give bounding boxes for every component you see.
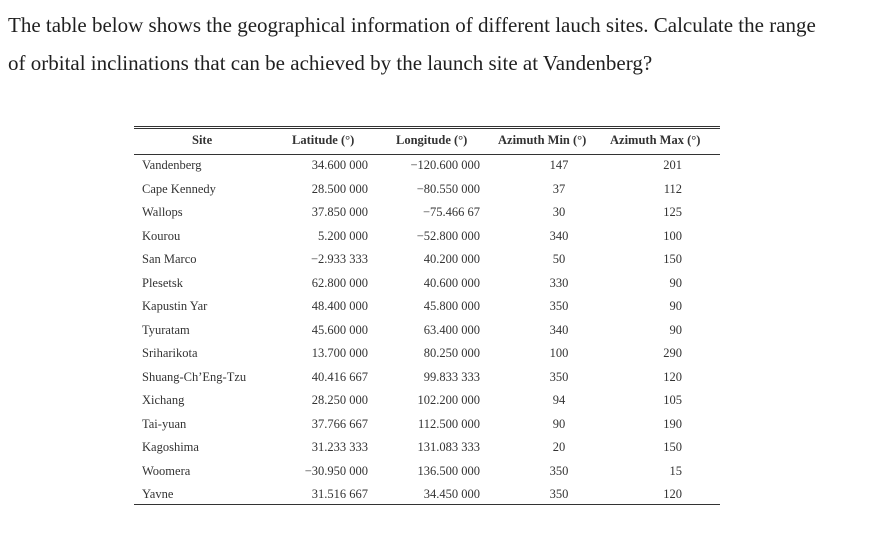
cell-latitude: 5.200 000 — [318, 228, 368, 243]
table-row — [134, 229, 720, 252]
cell-azimuth-min: 350 — [549, 463, 569, 478]
header-azimuth-min: Azimuth Min (°) — [498, 133, 587, 147]
cell-longitude: −75.466 67 — [422, 205, 480, 219]
cell-latitude: 28.500 000 — [311, 181, 368, 196]
table-row — [134, 393, 720, 416]
cell-longitude: 34.450 000 — [423, 487, 480, 501]
cell-azimuth-min: 350 — [549, 299, 569, 313]
cell-azimuth-min: 350 — [549, 487, 569, 501]
cell-site: Plesetsk — [142, 275, 183, 290]
header-latitude: Latitude (°) — [292, 133, 355, 147]
cell-azimuth-max: 290 — [663, 346, 682, 360]
cell-azimuth-max: 190 — [663, 416, 682, 431]
cell-site: Wallops — [142, 205, 183, 219]
cell-azimuth-max: 90 — [669, 322, 682, 337]
cell-azimuth-min: 340 — [549, 322, 569, 337]
cell-azimuth-min: 330 — [549, 275, 569, 290]
cell-latitude: 40.416 667 — [311, 369, 368, 384]
cell-latitude: 28.250 000 — [311, 393, 368, 407]
table-row — [134, 464, 720, 487]
cell-azimuth-min: 50 — [552, 252, 566, 266]
cell-latitude: 45.600 000 — [311, 322, 368, 337]
cell-longitude: 80.250 000 — [423, 346, 480, 360]
table-top-rule — [134, 126, 720, 127]
cell-latitude: 48.400 000 — [311, 299, 368, 313]
cell-azimuth-max: 90 — [669, 299, 682, 313]
cell-azimuth-max: 201 — [663, 158, 682, 172]
table-row — [134, 440, 720, 463]
cell-latitude: −30.950 000 — [304, 463, 368, 478]
cell-site: Kourou — [142, 228, 181, 243]
table-row — [134, 252, 720, 275]
cell-azimuth-max: 150 — [663, 252, 682, 266]
cell-azimuth-max: 112 — [663, 181, 682, 196]
table-row — [134, 417, 720, 440]
cell-longitude: −120.600 000 — [410, 158, 480, 172]
cell-azimuth-min: 340 — [549, 228, 569, 243]
cell-latitude: 37.850 000 — [311, 205, 368, 219]
cell-azimuth-max: 15 — [669, 463, 682, 478]
cell-latitude: 13.700 000 — [311, 346, 368, 360]
cell-azimuth-max: 125 — [663, 205, 682, 219]
table-header-rule — [134, 154, 720, 155]
cell-longitude: 63.400 000 — [423, 322, 480, 337]
cell-site: Kapustin Yar — [142, 299, 208, 313]
cell-site: Kagoshima — [142, 440, 199, 454]
question-line-2: of orbital inclinations that can be achieved by the launch site at Vandenberg? — [8, 51, 653, 75]
cell-site: Vandenberg — [142, 158, 202, 172]
question-line-1: The table below shows the geographical information of different lauch sites. Calculate the range — [8, 13, 816, 37]
cell-site: Tyuratam — [142, 322, 190, 337]
cell-latitude: 31.233 333 — [311, 440, 368, 454]
cell-azimuth-max: 150 — [663, 440, 682, 454]
table-row — [134, 487, 720, 510]
cell-azimuth-min: 100 — [549, 346, 569, 360]
cell-azimuth-max: 105 — [663, 393, 682, 407]
table-row — [134, 370, 720, 393]
header-azimuth-max: Azimuth Max (°) — [610, 133, 701, 147]
cell-longitude: 131.083 333 — [417, 440, 480, 454]
cell-azimuth-min: 350 — [549, 369, 569, 384]
cell-azimuth-max: 90 — [669, 275, 682, 290]
cell-latitude: 37.766 667 — [311, 416, 368, 431]
cell-latitude: −2.933 333 — [310, 252, 368, 266]
question-text — [8, 6, 868, 82]
cell-latitude: 62.800 000 — [311, 275, 368, 290]
table-row — [134, 346, 720, 369]
cell-latitude: 34.600 000 — [311, 158, 368, 172]
cell-longitude: 40.600 000 — [423, 275, 480, 290]
cell-azimuth-min: 30 — [552, 205, 566, 219]
cell-site: Sriharikota — [142, 346, 198, 360]
header-longitude: Longitude (°) — [396, 133, 468, 147]
cell-site: Yavne — [142, 487, 174, 501]
cell-longitude: 99.833 333 — [423, 369, 480, 384]
cell-azimuth-min: 90 — [552, 416, 566, 431]
header-site: Site — [192, 133, 213, 147]
cell-site: San Marco — [142, 252, 197, 266]
cell-azimuth-min: 94 — [552, 393, 566, 407]
cell-longitude: 112.500 000 — [417, 416, 480, 431]
cell-site: Tai-yuan — [142, 416, 187, 431]
table-row — [134, 182, 720, 205]
cell-longitude: 45.800 000 — [423, 299, 480, 313]
table-bottom-rule — [134, 504, 720, 505]
table-row — [134, 323, 720, 346]
table-row — [134, 276, 720, 299]
cell-longitude: 40.200 000 — [423, 252, 480, 266]
cell-longitude: −80.550 000 — [416, 181, 480, 196]
cell-azimuth-min: 20 — [552, 440, 566, 454]
table-row — [134, 299, 720, 322]
table-row — [134, 205, 720, 228]
cell-azimuth-max: 120 — [663, 487, 682, 501]
cell-site: Woomera — [142, 463, 191, 478]
cell-site: Xichang — [142, 393, 185, 407]
cell-longitude: 136.500 000 — [417, 463, 480, 478]
cell-site: Cape Kennedy — [142, 181, 216, 196]
table-row — [134, 158, 720, 181]
cell-longitude: −52.800 000 — [416, 228, 480, 243]
cell-azimuth-min: 37 — [552, 181, 566, 196]
cell-latitude: 31.516 667 — [311, 487, 368, 501]
cell-site: Shuang-Ch’Eng-Tzu — [142, 369, 247, 384]
table-top-rule-2 — [134, 128, 720, 129]
cell-azimuth-min: 147 — [549, 158, 569, 172]
cell-azimuth-max: 100 — [663, 228, 682, 243]
cell-azimuth-max: 120 — [663, 369, 682, 384]
cell-longitude: 102.200 000 — [417, 393, 480, 407]
